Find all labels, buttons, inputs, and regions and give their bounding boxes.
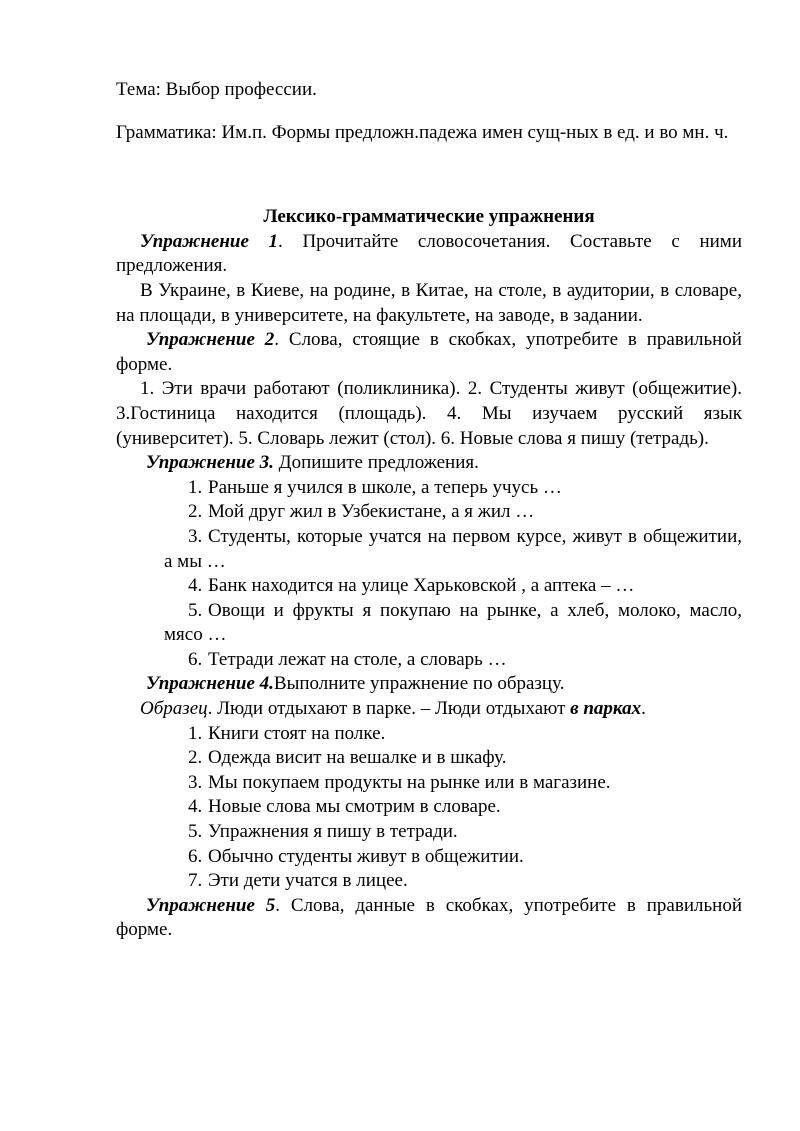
theme-line: Тема: Выбор профессии. <box>116 79 317 100</box>
exercise-2-instruction: . Слова, стоящие в скобках, употребите в правильной форме. <box>116 329 742 375</box>
exercise-3-list <box>116 476 742 673</box>
exercise-3-label: Упражнение 3. <box>146 452 274 474</box>
exercise-5-label: Упражнение 5 <box>146 894 276 916</box>
list-item: 3. Мы покупаем продукты на рынке или в магазине. <box>188 771 611 793</box>
exercise-2-body: 1. Эти врачи работают (поликлиника). 2. Студенты живут (общежитие). 3.Гостиница находится (площадь). 4. Мы изучаем русский язык (университет). 5. Словарь лежит (стол). 6. Новые слова я пишу (тетрадь). <box>116 378 742 449</box>
sample-answer: в парках <box>570 698 642 720</box>
exercise-4-list <box>116 722 742 894</box>
section-title: Лексико-грамматические упражнения <box>263 206 595 228</box>
sample-label: Образец <box>140 698 208 720</box>
exercise-1-heading <box>116 230 742 279</box>
exercise-4-heading <box>116 672 742 697</box>
sample-text: . Люди отдыхают в парке. – Люди отдыхают <box>207 698 571 720</box>
grammar-line: Грамматика: Им.п. Формы предложн.падежа имен сущ-ных в ед. и во мн. ч. <box>116 121 729 143</box>
exercise-1-body: В Украине, в Киеве, на родине, в Китае, на столе, в аудитории, в словаре, на площади, в университете, на факультете, на заводе, в задании. <box>116 279 742 326</box>
exercise-2-heading <box>116 328 742 377</box>
list-item: 1. Книги стоят на полке. <box>188 722 386 744</box>
exercise-4-label: Упражнение 4. <box>146 673 274 695</box>
exercise-5-heading <box>116 894 742 943</box>
exercise-2-label: Упражнение 2 <box>146 329 275 351</box>
list-item: 5. Овощи и фрукты я покупаю на рынке, а хлеб, молоко, масло, мясо … <box>164 599 742 646</box>
list-item: 6. Обычно студенты живут в общежитии. <box>188 845 524 867</box>
exercise-3-heading <box>116 451 742 476</box>
list-item: 4. Банк находится на улице Харьковской , а аптека – … <box>188 575 635 597</box>
list-item: 2. Мой друг жил в Узбекистане, а я жил … <box>188 501 535 523</box>
list-item: 2. Одежда висит на вешалке и в шкафу. <box>188 747 507 769</box>
list-item: 1. Раньше я учился в школе, а теперь учусь … <box>188 476 562 498</box>
exercise-4-instruction: Выполните упражнение по образцу. <box>273 673 565 695</box>
list-item: 3. Студенты, которые учатся на первом курсе, живут в общежитии, а мы … <box>164 525 742 572</box>
document-content <box>116 78 742 943</box>
list-item: 6. Тетради лежат на столе, а словарь … <box>188 648 507 670</box>
exercise-5-instruction: . Слова, данные в скобках, употребите в правильной форме. <box>116 894 742 941</box>
exercise-3-instruction: Допишите предложения. <box>273 452 479 474</box>
exercise-4-sample: Образец. Люди отдыхают в парке. – Люди отдыхают в парках. <box>140 698 646 720</box>
exercise-1-instruction: . Прочитайте словосочетания. Составьте с ними предложения. <box>116 230 743 277</box>
list-item: 7. Эти дети учатся в лицее. <box>188 870 408 892</box>
list-item: 5. Упражнения я пишу в тетради. <box>188 821 458 843</box>
list-item: 4. Новые слова мы смотрим в словаре. <box>188 796 501 818</box>
exercise-1-label: Упражнение 1 <box>140 230 279 252</box>
